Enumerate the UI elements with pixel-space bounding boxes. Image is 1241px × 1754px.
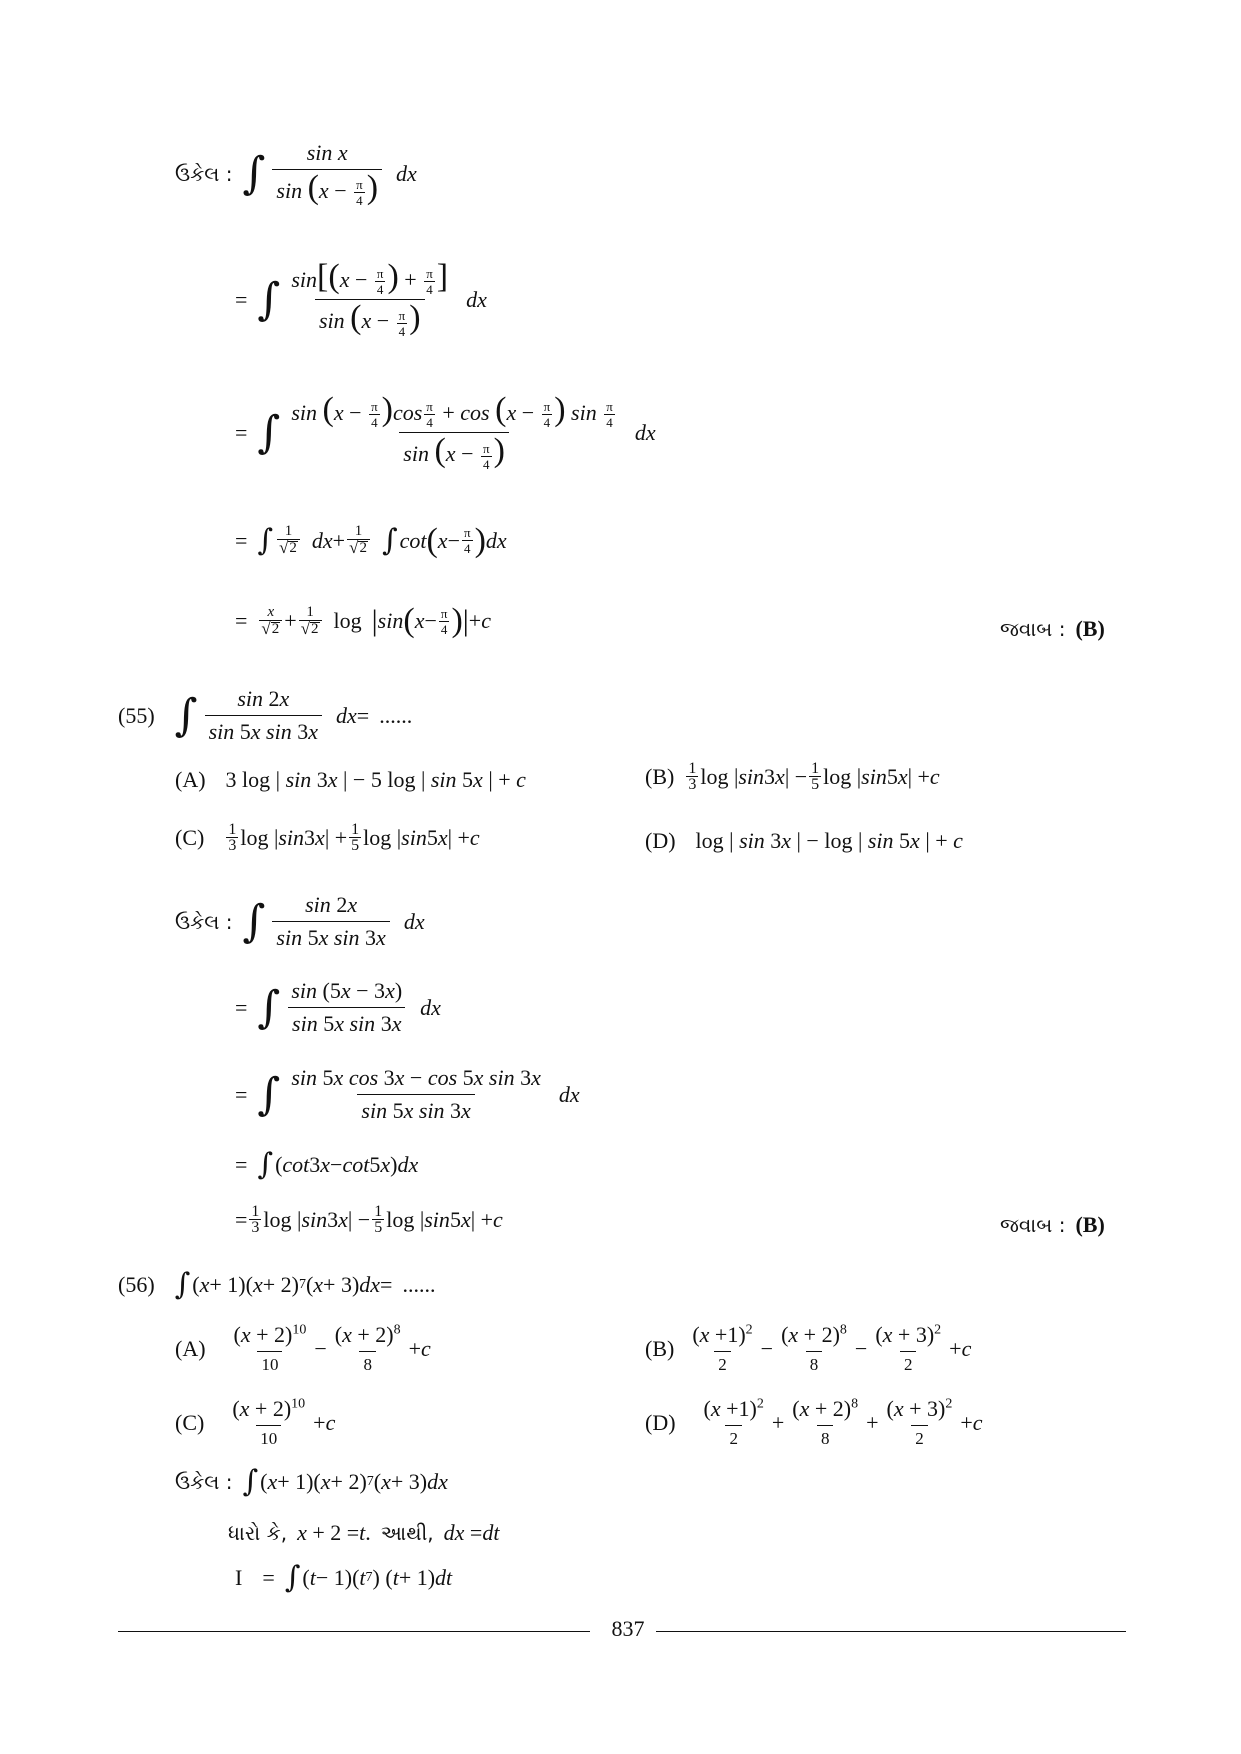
- solution-55-line1: ઉકેલ : ∫ $\frac{\sin 2x}{\text{sin 5x sin 3x}}$ dx: [175, 892, 425, 950]
- integral-sign: ∫: [284, 1560, 301, 1595]
- fraction: sin (x − $\frac{\pi}{4}$ )cos $\frac{\pi}{4}$ + cos (x − $\frac{\pi}{4}$ ) sin $\frac{\pi}{4}$ sin (x − $\frac{\pi}{4}$ ): [291, 391, 613, 472]
- question-number: (55): [118, 702, 155, 728]
- integral-sign: ∫: [257, 1147, 274, 1182]
- integral-sign: ∫: [381, 522, 398, 558]
- answer-55: જવાબ : (B): [1000, 1212, 1105, 1237]
- solution-prev-line2: = ∫ sin[(x − $\frac{\pi}{4}$ ) + $\frac{\pi}{4}$ ] sin (x − $\frac{\pi}{4}$ ) dx: [235, 258, 487, 339]
- integral-sign: ∫: [257, 273, 281, 325]
- page-number: 837: [611, 1616, 645, 1641]
- solution-55-line3: = ∫ $\frac{\text{sin 5x cos 3x − cos 5x sin 3x}}{\text{sin 5x sin 3x}}$ dx: [235, 1065, 580, 1123]
- option-55-d: (D) log | sin 3x | − log | sin 5x | + c: [645, 828, 963, 853]
- solution-label: ઉકેલ :: [175, 161, 233, 186]
- solution-prev-line5: = x √ 2 + 1 √ 2 log | sin ( x − $\frac{\pi}{4}$ ) | + c: [235, 602, 491, 639]
- solution-55-line2: = ∫ $\frac{\sin (5x - 3x)}{\text{sin 5x sin 3x}}$ dx: [235, 978, 441, 1036]
- option-55-c: (C) $\frac{1}{3}$ log | sin 3 x | + $\frac{1}{5}$ log | sin 5 x | + c: [175, 821, 480, 854]
- solution-prev-line3: = ∫ sin (x − $\frac{\pi}{4}$ )cos $\frac{\pi}{4}$ + cos (x − $\frac{\pi}{4}$ ) sin $\frac{\pi}{4}$ sin (x − $\frac{\pi}{4}$ ) dx: [235, 391, 656, 472]
- integral-sign: ∫: [174, 689, 198, 741]
- solution-56-line2: ધારો કે, x + 2 = t . આથી, dx = dt: [228, 1520, 500, 1545]
- integral-sign: ∫: [257, 406, 281, 458]
- solution-56-line3: I = ∫ ( t − 1)( t 7 ) ( t + 1) dt: [235, 1560, 453, 1595]
- integral-sign: ∫: [242, 147, 266, 199]
- question-number: (56): [118, 1272, 155, 1297]
- question-56: (56) ∫ ( x + 1)( x + 2) 7 ( x + 3) dx = ......: [118, 1267, 436, 1302]
- option-56-b: (B) $\frac{(x +1)^2}{2}$ − $\frac{(x + 2)^8}{8}$ − $\frac{(x + 3)^2}{2}$ + c: [645, 1322, 972, 1374]
- option-56-d: (D) $\frac{(x +1)^2}{2}$ + $\frac{(x + 2)^8}{8}$ + $\frac{(x + 3)^2}{2}$ + c: [645, 1396, 983, 1448]
- option-56-a: (A) $\frac{(x + 2)^{10}}{10}$ − $\frac{(x + 2)^8}{8}$ + c: [175, 1322, 431, 1374]
- integral-sign: ∫: [242, 1464, 259, 1499]
- integral-sign: ∫: [257, 522, 274, 558]
- integral-sign: ∫: [174, 1267, 191, 1302]
- integral-sign: ∫: [242, 895, 266, 947]
- option-55-b: (B) $\frac{1}{3}$ log | sin 3 x | − $\frac{1}{5}$ log | sin 5 x | + c: [645, 760, 940, 793]
- answer-prev: જવાબ : (B): [1000, 616, 1105, 641]
- solution-prev-line4: = ∫ 1 √ 2 dx + 1 √ 2 ∫ cot ( x − $\frac{\pi}{4}$ ) dx: [235, 521, 507, 559]
- solution-56-line1: ઉકેલ : ∫ ( x + 1)( x + 2) 7 ( x + 3) dx: [175, 1464, 448, 1499]
- solution-55-line5: = $\frac{1}{3}$ log | sin 3 x | − $\frac{1}{5}$ log | sin 5 x | + c: [235, 1203, 503, 1236]
- fraction: sin[(x − $\frac{\pi}{4}$ ) + $\frac{\pi}{4}$ ] sin (x − $\frac{\pi}{4}$ ): [291, 258, 449, 339]
- question-55: (55) ∫ $\frac{\sin 2x}{\text{sin 5x sin 3x}}$ dx = ......: [118, 686, 413, 744]
- footer-rule-right: [656, 1631, 1126, 1632]
- integral-sign: ∫: [257, 981, 281, 1033]
- option-55-a: (A) 3 log | sin 3x | − 5 log | sin 5x | + c: [175, 767, 526, 792]
- integral-sign: ∫: [257, 1068, 281, 1120]
- footer-rule-left: [118, 1631, 590, 1632]
- option-56-c: (C) $\frac{(x + 2)^{10}}{10}$ + c: [175, 1396, 336, 1448]
- solution-prev-line1: ઉકેલ : ∫ sin x sin (x − $\frac{\pi}{4}$ ) dx: [175, 140, 417, 209]
- fraction: sin x sin (x − $\frac{\pi}{4}$ ): [272, 140, 382, 207]
- solution-55-line4: = ∫ ( cot 3 x − cot 5 x ) dx: [235, 1147, 419, 1182]
